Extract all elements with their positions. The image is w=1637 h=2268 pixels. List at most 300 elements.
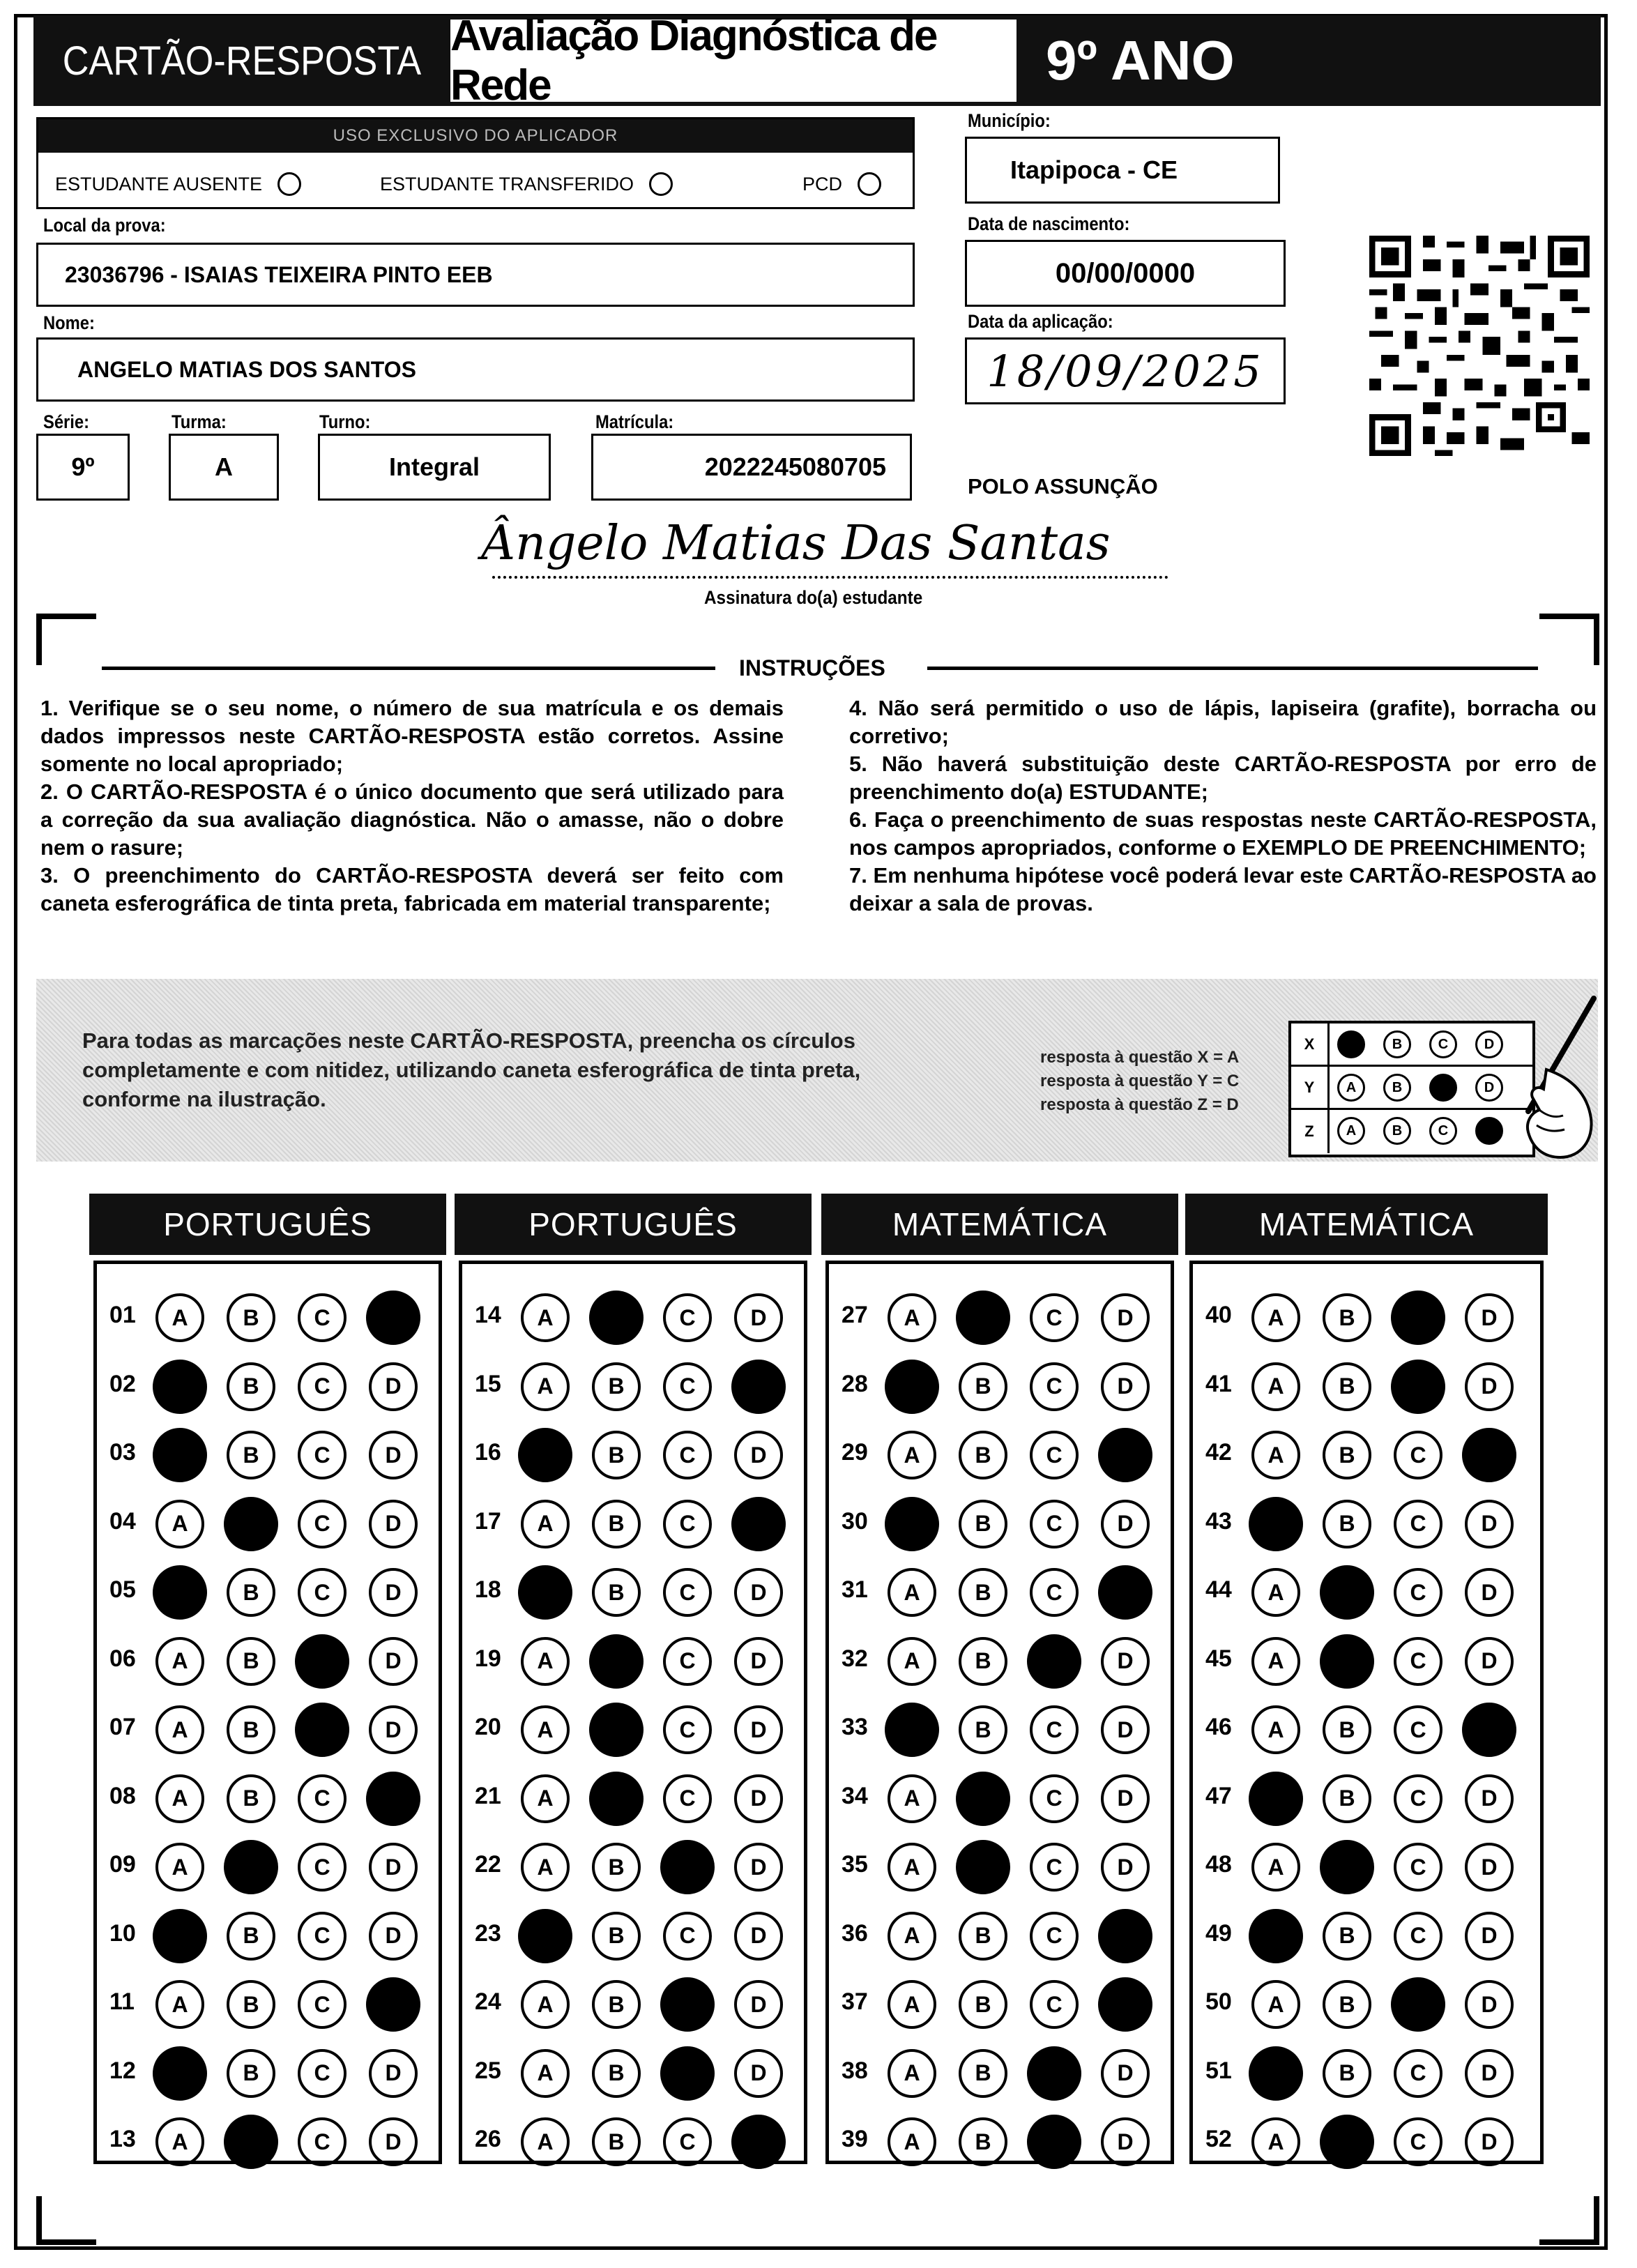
answer-bubble-b[interactable]: B: [1323, 1431, 1371, 1479]
shift-value: Integral: [388, 452, 480, 481]
card-title: CARTÃO-RESPOSTA: [62, 38, 422, 84]
answer-bubble-d[interactable]: D: [1101, 1293, 1150, 1342]
absent-label: ESTUDANTE AUSENTE: [55, 173, 263, 195]
question-number: 47: [1205, 1782, 1232, 1809]
answer-bubble-c[interactable]: C: [1394, 1774, 1442, 1823]
answer-bubble-a[interactable]: [153, 1428, 207, 1482]
question-row: [1193, 1288, 1540, 1349]
answer-bubble-d[interactable]: [731, 1497, 786, 1551]
answer-bubble-c[interactable]: C: [298, 1431, 347, 1479]
answer-bubble-c[interactable]: C: [1394, 1500, 1442, 1548]
answer-bubble-b[interactable]: B: [227, 1568, 275, 1617]
answer-bubble-a[interactable]: [1249, 2046, 1303, 2101]
answer-bubble-c[interactable]: C: [298, 1980, 347, 2029]
answer-bubble-d[interactable]: [366, 1291, 420, 1345]
question-row: [462, 1837, 804, 1898]
answer-bubble-d[interactable]: D: [369, 1637, 418, 1686]
answer-bubble-a[interactable]: [153, 2046, 207, 2101]
polo-name: POLO ASSUNÇÃO: [968, 474, 1158, 498]
answer-bubble-a[interactable]: [153, 1565, 207, 1620]
answer-bubble-c[interactable]: C: [663, 1912, 712, 1961]
answer-bubble-b[interactable]: B: [959, 1568, 1007, 1617]
answer-bubble-a[interactable]: A: [155, 2117, 204, 2166]
answer-bubble-c[interactable]: C: [663, 1568, 712, 1617]
answer-bubble-b[interactable]: [1320, 1634, 1374, 1689]
answer-bubble-b[interactable]: [589, 1703, 644, 1757]
corner-mark-bl-v: [36, 2196, 42, 2245]
answer-bubble-a[interactable]: A: [1251, 1431, 1300, 1479]
question-row: [829, 1494, 1171, 1555]
example-bubble: D: [1475, 1074, 1503, 1102]
answer-bubble-d[interactable]: D: [1101, 1637, 1150, 1686]
answer-bubble-b[interactable]: [589, 1634, 644, 1689]
answer-bubble-c[interactable]: C: [663, 1774, 712, 1823]
municipio-label: Município:: [968, 110, 1051, 131]
answer-bubble-c[interactable]: C: [298, 1568, 347, 1617]
answer-bubble-d[interactable]: D: [1101, 2049, 1150, 2098]
answer-bubble-d[interactable]: [1462, 1703, 1516, 1757]
answer-bubble-b[interactable]: B: [592, 2117, 641, 2166]
answer-bubble-a[interactable]: A: [1251, 1980, 1300, 2029]
answer-bubble-c[interactable]: C: [1030, 1293, 1079, 1342]
answer-bubble-d[interactable]: D: [734, 1843, 783, 1892]
answer-bubble-b[interactable]: B: [959, 1637, 1007, 1686]
answer-bubble-c[interactable]: C: [663, 1637, 712, 1686]
answer-bubble-a[interactable]: A: [1251, 2117, 1300, 2166]
answer-bubble-b[interactable]: [589, 1772, 644, 1826]
answer-bubble-d[interactable]: [731, 1360, 786, 1414]
answer-bubble-b[interactable]: B: [1323, 1980, 1371, 2029]
answer-bubble-d[interactable]: D: [734, 1705, 783, 1754]
answer-bubble-a[interactable]: [518, 1909, 572, 1963]
answer-bubble-c[interactable]: C: [298, 1843, 347, 1892]
question-number: 18: [475, 1576, 501, 1603]
section-title: MATEMÁTICA: [821, 1194, 1178, 1255]
answer-bubble-a[interactable]: A: [521, 2049, 570, 2098]
answer-bubble-a[interactable]: [153, 1360, 207, 1414]
example-bubble: A: [1337, 1074, 1365, 1102]
answer-bubble-c[interactable]: [295, 1634, 349, 1689]
qr-code-icon: [1369, 236, 1590, 456]
answer-bubble-c[interactable]: C: [1030, 1980, 1079, 2029]
answer-bubble-c[interactable]: C: [298, 1500, 347, 1548]
answer-bubble-a[interactable]: A: [521, 1637, 570, 1686]
answer-bubble-c[interactable]: C: [298, 1293, 347, 1342]
instruction-7: 7. Em nenhuma hipótese você poderá levar este CARTÃO-RESPOSTA ao deixar a sala de provas.: [849, 863, 1597, 915]
answer-bubble-a[interactable]: A: [888, 1912, 936, 1961]
answer-bubble-b[interactable]: [1320, 1565, 1374, 1620]
question-number: 52: [1205, 2126, 1232, 2152]
pcd-label: PCD: [802, 173, 843, 195]
question-row: [1193, 2112, 1540, 2173]
answer-bubble-a[interactable]: [153, 1909, 207, 1963]
transferred-circle[interactable]: [649, 172, 673, 196]
answer-bubble-c[interactable]: [1027, 2115, 1081, 2169]
answer-bubble-b[interactable]: B: [227, 1637, 275, 1686]
answer-bubble-b[interactable]: B: [592, 1843, 641, 1892]
absent-option[interactable]: [55, 172, 301, 196]
answer-bubble-b[interactable]: [224, 1497, 278, 1551]
evaluation-title: Avaliação Diagnóstica de Rede: [450, 20, 1017, 102]
answer-bubble-a[interactable]: A: [521, 1705, 570, 1754]
corner-mark-tl-v: [36, 614, 42, 665]
answer-bubble-d[interactable]: D: [1465, 1843, 1514, 1892]
answer-bubble-c[interactable]: C: [1394, 1431, 1442, 1479]
answer-bubble-c[interactable]: C: [1030, 1705, 1079, 1754]
answer-bubble-c[interactable]: C: [1394, 1705, 1442, 1754]
pcd-circle[interactable]: [858, 172, 881, 196]
answer-bubble-b[interactable]: [956, 1772, 1010, 1826]
answer-bubble-a[interactable]: A: [521, 1362, 570, 1411]
answer-bubble-a[interactable]: [885, 1497, 939, 1551]
question-row: [1193, 1769, 1540, 1830]
answer-bubble-d[interactable]: D: [369, 1500, 418, 1548]
answer-bubble-c[interactable]: [295, 1703, 349, 1757]
answer-bubble-c[interactable]: C: [1030, 1774, 1079, 1823]
instructions-title: INSTRUÇÕES: [739, 655, 885, 680]
answer-bubble-d[interactable]: D: [1101, 1843, 1150, 1892]
answer-bubble-c[interactable]: C: [663, 1362, 712, 1411]
answer-bubble-c[interactable]: [1391, 1360, 1445, 1414]
answer-bubble-d[interactable]: D: [1465, 2117, 1514, 2166]
answer-bubble-b[interactable]: B: [227, 1293, 275, 1342]
question-row: [462, 1562, 804, 1624]
question-row: [462, 2112, 804, 2173]
answer-bubble-b[interactable]: B: [1323, 1912, 1371, 1961]
question-row: [829, 1357, 1171, 1418]
answer-bubble-d[interactable]: D: [1465, 1980, 1514, 2029]
answer-bubble-c[interactable]: [1027, 2046, 1081, 2101]
answer-bubble-c[interactable]: [660, 1840, 715, 1894]
question-number: 31: [842, 1576, 868, 1603]
fill-example-band: [36, 979, 1598, 1162]
answer-bubble-a[interactable]: A: [155, 1293, 204, 1342]
student-signature: Ângelo Matias Das Santas: [481, 516, 1111, 571]
answer-bubble-a[interactable]: A: [521, 1293, 570, 1342]
absent-circle[interactable]: [277, 172, 301, 196]
answer-bubble-d[interactable]: D: [734, 1980, 783, 2029]
answer-bubble-c[interactable]: C: [1394, 1568, 1442, 1617]
answer-bubble-a[interactable]: A: [888, 1431, 936, 1479]
question-row: [97, 2112, 439, 2173]
answer-bubble-d[interactable]: D: [1101, 1362, 1150, 1411]
answer-bubble-d[interactable]: [1462, 1428, 1516, 1482]
answer-bubble-d[interactable]: [366, 1772, 420, 1826]
pcd-option[interactable]: [802, 172, 881, 196]
answer-bubble-a[interactable]: A: [521, 1500, 570, 1548]
answer-bubble-c[interactable]: C: [298, 2117, 347, 2166]
answer-bubble-c[interactable]: [1391, 1977, 1445, 2032]
applicator-box: [36, 117, 915, 209]
answer-bubble-d[interactable]: D: [369, 2049, 418, 2098]
question-number: 04: [109, 1507, 136, 1535]
answer-bubble-d[interactable]: D: [369, 1431, 418, 1479]
answer-bubble-b[interactable]: B: [227, 1705, 275, 1754]
answer-bubble-a[interactable]: [1249, 1909, 1303, 1963]
answer-bubble-c[interactable]: C: [1394, 2049, 1442, 2098]
answer-bubble-b[interactable]: B: [959, 2117, 1007, 2166]
answer-bubble-c[interactable]: C: [1030, 1362, 1079, 1411]
example-row: [1291, 1067, 1532, 1110]
answer-bubble-d[interactable]: D: [1465, 1500, 1514, 1548]
answer-bubble-d[interactable]: D: [734, 1637, 783, 1686]
answer-bubble-c[interactable]: C: [1394, 1843, 1442, 1892]
question-number: 03: [109, 1439, 136, 1466]
answer-bubble-c[interactable]: [660, 1977, 715, 2032]
answer-bubble-d[interactable]: D: [734, 1774, 783, 1823]
answer-bubble-c[interactable]: C: [1394, 1637, 1442, 1686]
answer-bubble-d[interactable]: D: [369, 1912, 418, 1961]
answer-bubble-d[interactable]: D: [734, 2049, 783, 2098]
answer-bubble-d[interactable]: [1098, 1428, 1152, 1482]
answer-bubble-b[interactable]: B: [592, 2049, 641, 2098]
answer-bubble-c[interactable]: C: [1030, 1912, 1079, 1961]
question-row: [829, 1700, 1171, 1761]
answer-bubble-b[interactable]: B: [959, 1500, 1007, 1548]
answer-bubble-d[interactable]: D: [1101, 1500, 1150, 1548]
answer-bubble-a[interactable]: A: [155, 1500, 204, 1548]
answer-bubble-d[interactable]: D: [734, 1431, 783, 1479]
instruction-2: 2. O CARTÃO-RESPOSTA é o único documento que será utilizado para a correção da sua avaliação diagnóstica. Não o amasse, não o dobre nem o rasure;: [40, 779, 784, 860]
answer-bubble-b[interactable]: B: [959, 1362, 1007, 1411]
question-number: 29: [842, 1439, 868, 1466]
answer-bubble-c[interactable]: C: [1030, 1500, 1079, 1548]
question-number: 20: [475, 1714, 501, 1740]
example-bubble: B: [1383, 1030, 1411, 1058]
answer-bubble-c[interactable]: [660, 2046, 715, 2101]
example-row-label: X: [1291, 1023, 1330, 1065]
series-label: Série:: [43, 411, 90, 432]
answer-bubble-c[interactable]: C: [663, 1293, 712, 1342]
instruction-6: 6. Faça o preenchimento de suas respostas neste CARTÃO-RESPOSTA, nos campos apropriados, conforme o EXEMPLO DE PREENCHIMENTO;: [849, 807, 1597, 860]
answer-bubble-b[interactable]: B: [959, 1705, 1007, 1754]
answer-bubble-d[interactable]: D: [369, 2117, 418, 2166]
answer-bubble-a[interactable]: A: [521, 1843, 570, 1892]
answer-bubble-b[interactable]: B: [227, 1362, 275, 1411]
example-key-x: resposta à questão X = A: [1040, 1048, 1240, 1067]
answer-bubble-a[interactable]: A: [888, 1568, 936, 1617]
answer-bubble-a[interactable]: [885, 1703, 939, 1757]
question-number: 21: [475, 1782, 501, 1809]
answer-bubble-a[interactable]: [1249, 1772, 1303, 1826]
answer-bubble-a[interactable]: A: [521, 1980, 570, 2029]
answer-bubble-a[interactable]: A: [155, 1843, 204, 1892]
answer-bubble-b[interactable]: B: [227, 2049, 275, 2098]
answer-bubble-d[interactable]: [1098, 1977, 1152, 2032]
answer-bubble-b[interactable]: B: [959, 2049, 1007, 2098]
question-row: [829, 1631, 1171, 1693]
answer-bubble-b[interactable]: B: [227, 1912, 275, 1961]
answer-bubble-b[interactable]: B: [592, 1980, 641, 2029]
answer-bubble-b[interactable]: B: [227, 1980, 275, 2029]
example-key-z: resposta à questão Z = D: [1040, 1095, 1239, 1114]
answer-bubble-d[interactable]: D: [1465, 1637, 1514, 1686]
question-row: [829, 1837, 1171, 1898]
answer-bubble-c[interactable]: C: [1030, 1431, 1079, 1479]
question-number: 40: [1205, 1302, 1232, 1328]
answer-bubble-d[interactable]: D: [1101, 1705, 1150, 1754]
answer-bubble-c[interactable]: C: [663, 2117, 712, 2166]
answer-bubble-d[interactable]: [1098, 1565, 1152, 1620]
answer-bubble-a[interactable]: A: [1251, 1362, 1300, 1411]
example-row: [1291, 1110, 1532, 1153]
answer-bubble-a[interactable]: A: [888, 1293, 936, 1342]
answer-bubble-b[interactable]: [956, 1840, 1010, 1894]
corner-mark-tl: [36, 614, 96, 619]
answer-bubble-d[interactable]: D: [734, 1912, 783, 1961]
answer-bubble-a[interactable]: A: [888, 1980, 936, 2029]
answer-bubble-d[interactable]: D: [734, 1568, 783, 1617]
answer-bubble-a[interactable]: A: [888, 2117, 936, 2166]
question-number: 46: [1205, 1714, 1232, 1740]
question-row: [97, 1906, 439, 1968]
answer-bubble-a[interactable]: A: [1251, 1843, 1300, 1892]
fill-example-text: Para todas as marcações neste CARTÃO-RESPOSTA, preencha os círculos completamente e com nitidez, utilizando caneta esferográfica de tinta preta, conforme na ilustração.: [82, 1028, 861, 1111]
answer-bubble-b[interactable]: B: [592, 1500, 641, 1548]
instruction-3: 3. O preenchimento do CARTÃO-RESPOSTA deverá ser feito com caneta esferográfica de tinta preta, fabricada em material transparente;: [40, 863, 784, 915]
answer-bubble-a[interactable]: A: [521, 2117, 570, 2166]
question-number: 50: [1205, 1988, 1232, 2015]
answer-bubble-c[interactable]: C: [663, 1705, 712, 1754]
answer-bubble-c[interactable]: C: [1394, 1912, 1442, 1961]
question-row: [1193, 1357, 1540, 1418]
corner-mark-tr: [1539, 614, 1599, 619]
answer-bubble-b[interactable]: B: [1323, 1774, 1371, 1823]
answer-bubble-d[interactable]: D: [369, 1568, 418, 1617]
local-value: 23036796 - ISAIAS TEIXEIRA PINTO EEB: [65, 261, 493, 287]
answer-bubble-d[interactable]: D: [1465, 1774, 1514, 1823]
question-number: 05: [109, 1576, 136, 1603]
answer-bubble-d[interactable]: D: [369, 1843, 418, 1892]
answer-bubble-c[interactable]: C: [1394, 2117, 1442, 2166]
answer-bubble-b[interactable]: B: [959, 1980, 1007, 2029]
transferred-label: ESTUDANTE TRANSFERIDO: [380, 173, 634, 195]
answer-bubble-d[interactable]: D: [734, 1293, 783, 1342]
answer-bubble-b[interactable]: [589, 1291, 644, 1345]
question-number: 26: [475, 2126, 501, 2152]
question-row: [97, 1562, 439, 1624]
question-number: 48: [1205, 1851, 1232, 1878]
answer-bubble-a[interactable]: A: [521, 1774, 570, 1823]
answer-bubble-a[interactable]: A: [1251, 1637, 1300, 1686]
answer-bubble-b[interactable]: B: [1323, 1500, 1371, 1548]
answer-bubble-c[interactable]: [1391, 1291, 1445, 1345]
answer-bubble-b[interactable]: B: [959, 1431, 1007, 1479]
answer-bubble-b[interactable]: B: [227, 1774, 275, 1823]
answer-bubble-b[interactable]: B: [959, 1912, 1007, 1961]
registration-value: 2022245080705: [704, 452, 886, 481]
answer-bubble-c[interactable]: C: [1030, 1843, 1079, 1892]
answer-bubble-d[interactable]: D: [1465, 1912, 1514, 1961]
question-number: 09: [109, 1851, 136, 1878]
answer-bubble-a[interactable]: A: [888, 1774, 936, 1823]
transferred-option[interactable]: [380, 172, 673, 196]
answer-bubble-d[interactable]: D: [1465, 1293, 1514, 1342]
answer-bubble-b[interactable]: B: [227, 1431, 275, 1479]
answer-bubble-d[interactable]: D: [1465, 1362, 1514, 1411]
answer-bubble-b[interactable]: B: [592, 1912, 641, 1961]
question-number: 36: [842, 1919, 868, 1947]
answer-bubble-a[interactable]: [518, 1565, 572, 1620]
question-number: 12: [109, 2057, 136, 2084]
answer-bubble-b[interactable]: [956, 1291, 1010, 1345]
answer-bubble-d[interactable]: D: [369, 1705, 418, 1754]
answer-bubble-b[interactable]: B: [592, 1568, 641, 1617]
answer-bubble-b[interactable]: [1320, 1840, 1374, 1894]
answer-bubble-b[interactable]: B: [1323, 1293, 1371, 1342]
question-number: 44: [1205, 1576, 1232, 1603]
answer-bubble-a[interactable]: [1249, 1497, 1303, 1551]
question-number: 15: [475, 1370, 501, 1397]
name-label: Nome:: [43, 312, 95, 333]
question-number: 43: [1205, 1507, 1232, 1535]
answer-bubble-d[interactable]: [366, 1977, 420, 2032]
answer-bubble-b[interactable]: [224, 2115, 278, 2169]
example-bubble: D: [1475, 1030, 1503, 1058]
example-bubble: [1429, 1074, 1457, 1102]
answer-bubble-c[interactable]: C: [298, 1912, 347, 1961]
answer-bubble-b[interactable]: B: [592, 1431, 641, 1479]
answer-bubble-a[interactable]: A: [155, 1774, 204, 1823]
answer-bubble-d[interactable]: D: [1101, 2117, 1150, 2166]
answer-bubble-d[interactable]: D: [369, 1362, 418, 1411]
answer-bubble-d[interactable]: [731, 2115, 786, 2169]
answer-bubble-a[interactable]: A: [155, 1980, 204, 2029]
answer-bubble-a[interactable]: A: [888, 1843, 936, 1892]
example-bubble: [1475, 1117, 1503, 1145]
answer-bubble-c[interactable]: C: [298, 1774, 347, 1823]
question-row: [829, 1562, 1171, 1624]
question-row: [829, 1906, 1171, 1968]
corner-mark-bl: [36, 2239, 96, 2245]
answer-bubble-a[interactable]: [885, 1360, 939, 1414]
answer-bubble-d[interactable]: [1098, 1909, 1152, 1963]
answer-bubble-a[interactable]: A: [1251, 1705, 1300, 1754]
question-number: 07: [109, 1714, 136, 1740]
answer-bubble-a[interactable]: A: [888, 2049, 936, 2098]
answer-bubble-c[interactable]: C: [663, 1500, 712, 1548]
answer-bubble-d[interactable]: D: [1465, 1568, 1514, 1617]
answer-bubble-b[interactable]: B: [1323, 1705, 1371, 1754]
fill-example-keys: [1040, 1046, 1239, 1117]
answer-bubble-a[interactable]: A: [155, 1705, 204, 1754]
answer-bubble-a[interactable]: A: [1251, 1293, 1300, 1342]
question-row: [1193, 1425, 1540, 1486]
question-row: [97, 1357, 439, 1418]
answer-bubble-c[interactable]: C: [1030, 1568, 1079, 1617]
question-row: [97, 1837, 439, 1898]
answer-bubble-d[interactable]: D: [1465, 2049, 1514, 2098]
answer-bubble-b[interactable]: B: [1323, 1362, 1371, 1411]
answer-bubble-c[interactable]: [1027, 1634, 1081, 1689]
answer-bubble-c[interactable]: C: [298, 2049, 347, 2098]
answer-bubble-d[interactable]: D: [1101, 1774, 1150, 1823]
question-row: [97, 1494, 439, 1555]
answer-bubble-b[interactable]: [224, 1840, 278, 1894]
answer-bubble-a[interactable]: A: [155, 1637, 204, 1686]
question-row: [97, 1974, 439, 2036]
answer-bubble-b[interactable]: B: [592, 1362, 641, 1411]
example-row-label: Z: [1291, 1110, 1330, 1153]
answer-bubble-c[interactable]: C: [298, 1362, 347, 1411]
answer-bubble-a[interactable]: A: [1251, 1568, 1300, 1617]
answer-bubble-b[interactable]: [1320, 2115, 1374, 2169]
applicator-title: USO EXCLUSIVO DO APLICADOR: [38, 119, 913, 153]
answer-bubble-a[interactable]: A: [888, 1637, 936, 1686]
answer-bubble-b[interactable]: B: [1323, 2049, 1371, 2098]
answer-bubble-c[interactable]: C: [663, 1431, 712, 1479]
answer-bubble-a[interactable]: [518, 1428, 572, 1482]
